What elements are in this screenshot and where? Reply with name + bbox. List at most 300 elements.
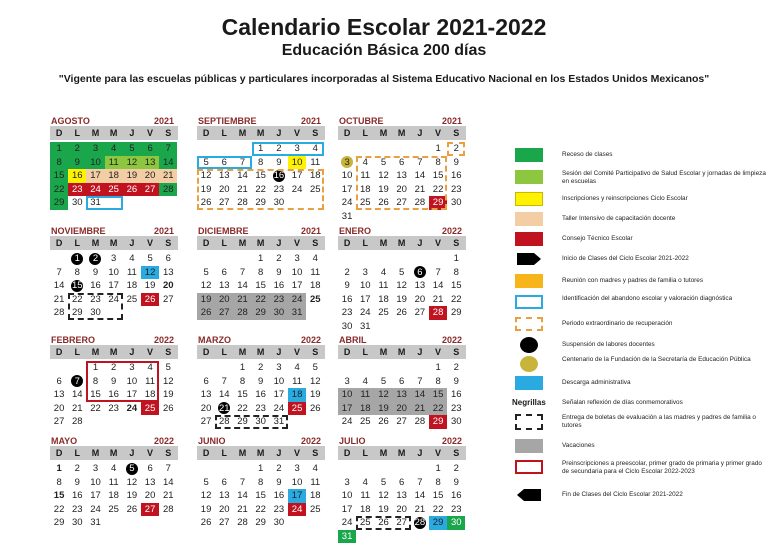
day-cell: 8 xyxy=(92,375,99,387)
weekday-header xyxy=(50,126,178,140)
month-noviembre xyxy=(50,224,178,331)
day-cell: 19 xyxy=(200,183,212,195)
day-cell: 28 xyxy=(162,183,174,195)
day-cell: 30 xyxy=(71,517,83,528)
day-cell: 13 xyxy=(218,280,230,291)
day-cell: 29 xyxy=(255,517,266,528)
month-header xyxy=(50,434,178,446)
day-cell: 20 xyxy=(414,293,426,305)
weekday-label: D xyxy=(202,238,210,248)
weekday-label: V xyxy=(294,238,301,248)
day-cell: 12 xyxy=(144,266,156,278)
day-grid xyxy=(338,250,466,331)
legend-text: Descarga administrativa xyxy=(562,379,631,386)
weekday-label: V xyxy=(294,128,301,138)
day-cell: 11 xyxy=(310,266,321,278)
day-cell: 8 xyxy=(74,266,80,278)
day-cell: 3 xyxy=(111,253,117,264)
day-cell: 23 xyxy=(108,402,119,414)
day-cell: 2 xyxy=(453,362,459,373)
day-cell: 17 xyxy=(90,490,101,501)
weekday-label: D xyxy=(202,347,210,357)
day-cell: 14 xyxy=(414,170,426,181)
day-cell: 14 xyxy=(162,156,174,168)
legend-swatch-taller xyxy=(515,212,543,226)
day-cell: 13 xyxy=(144,156,156,168)
weekday-label: M xyxy=(256,448,265,458)
day-cell: 29 xyxy=(53,197,65,208)
day-cell: 2 xyxy=(344,266,350,278)
day-cell: 21 xyxy=(237,293,248,305)
month-header xyxy=(197,333,325,345)
day-cell: 29 xyxy=(432,416,444,427)
month-name: ABRIL xyxy=(339,335,367,345)
day-cell: 27 xyxy=(396,416,407,427)
day-cell: 19 xyxy=(126,490,138,501)
day-cell: 1 xyxy=(74,253,80,264)
day-cell: 24 xyxy=(359,307,371,318)
arrow-right-icon xyxy=(515,252,543,266)
day-cell: 25 xyxy=(309,503,321,515)
weekday-label: M xyxy=(109,347,118,357)
day-cell: 16 xyxy=(273,170,285,181)
month-header xyxy=(197,434,325,446)
day-cell: 24 xyxy=(341,197,353,208)
weekday-label: V xyxy=(147,128,154,138)
day-cell: 11 xyxy=(310,156,321,168)
day-cell: 29 xyxy=(53,517,65,528)
day-cell: 2 xyxy=(92,253,99,264)
day-cell: 23 xyxy=(273,293,285,305)
day-cell: 10 xyxy=(126,375,138,387)
month-name: MARZO xyxy=(198,335,231,345)
day-cell: 16 xyxy=(450,389,462,400)
vigente-note: "Vigente para las escuelas públicas y particulares incorporadas al Sistema Educativo Nacional en los Estados Unidos Mexicanos" xyxy=(58,73,710,85)
day-cell: 18 xyxy=(309,280,321,291)
day-cell: 29 xyxy=(432,517,444,528)
legend-swatch-abandono xyxy=(515,295,543,309)
day-cell: 8 xyxy=(258,476,264,488)
weekday-header xyxy=(197,126,325,140)
day-cell: 20 xyxy=(144,490,156,501)
day-cell: 31 xyxy=(90,197,101,208)
day-cell: 23 xyxy=(71,183,83,195)
day-cell: 30 xyxy=(450,517,462,528)
day-cell: 5 xyxy=(203,266,209,278)
day-cell: 15 xyxy=(90,389,101,400)
day-cell: 24 xyxy=(291,503,303,515)
day-cell: 23 xyxy=(341,307,353,318)
weekday-label: J xyxy=(417,448,423,458)
day-cell: 18 xyxy=(126,280,138,291)
legend-text: Entrega de boletas de evaluación a las madres y padres de familia o tutores xyxy=(562,414,756,429)
day-cell: 20 xyxy=(218,503,230,515)
weekday-label: M xyxy=(238,347,247,357)
day-cell: 7 xyxy=(239,156,246,168)
day-cell: 12 xyxy=(162,375,174,387)
day-cell: 21 xyxy=(218,402,230,414)
legend-text: Consejo Técnico Escolar xyxy=(562,235,633,242)
day-cell: 7 xyxy=(239,266,246,278)
day-cell: 15 xyxy=(53,490,65,501)
weekday-label: M xyxy=(397,238,406,248)
weekday-label: M xyxy=(109,448,118,458)
day-cell: 9 xyxy=(344,280,350,291)
weekday-label: L xyxy=(362,448,369,458)
weekday-header xyxy=(338,236,466,250)
day-cell: 26 xyxy=(162,402,174,414)
day-cell: 4 xyxy=(380,266,387,278)
day-cell: 25 xyxy=(309,293,321,305)
weekday-label: J xyxy=(276,238,282,248)
day-cell: 7 xyxy=(74,375,80,387)
legend-swatch-preinscripciones xyxy=(515,460,543,474)
month-febrero xyxy=(50,333,178,440)
day-cell: 16 xyxy=(90,280,101,291)
day-cell: 25 xyxy=(309,183,321,195)
day-cell: 19 xyxy=(200,293,212,305)
weekday-label: D xyxy=(55,128,63,138)
weekday-header xyxy=(50,345,178,359)
weekday-label: D xyxy=(202,448,210,458)
weekday-label: L xyxy=(362,238,369,248)
day-cell: 6 xyxy=(417,266,423,278)
day-cell: 2 xyxy=(258,362,264,373)
day-cell: 9 xyxy=(74,156,80,168)
day-cell: 22 xyxy=(450,293,462,305)
weekday-label: V xyxy=(435,128,442,138)
day-grid xyxy=(197,250,325,331)
weekday-label: M xyxy=(256,238,265,248)
day-cell: 23 xyxy=(71,503,83,515)
day-cell: 17 xyxy=(359,293,371,305)
day-cell: 13 xyxy=(396,170,407,181)
day-cell: 1 xyxy=(435,463,441,474)
day-cell: 27 xyxy=(218,307,230,318)
day-cell: 7 xyxy=(417,156,423,168)
legend-text: Periodo extraordinario de recuperación xyxy=(562,320,673,327)
weekday-label: L xyxy=(74,128,81,138)
day-cell: 8 xyxy=(258,156,264,168)
day-cell: 26 xyxy=(200,307,212,318)
weekday-header xyxy=(197,446,325,460)
legend-swatch-vacaciones xyxy=(515,439,543,453)
legend-swatch-extraordinario xyxy=(515,317,543,331)
weekday-label: M xyxy=(109,128,118,138)
weekday-label: M xyxy=(238,238,247,248)
day-cell: 8 xyxy=(56,476,62,488)
day-cell: 20 xyxy=(218,183,230,195)
day-cell: 26 xyxy=(144,293,156,305)
day-cell: 8 xyxy=(453,266,459,278)
day-cell: 25 xyxy=(126,293,138,305)
day-cell: 27 xyxy=(144,503,156,515)
weekday-label: M xyxy=(91,448,100,458)
day-cell: 29 xyxy=(255,197,266,208)
day-cell: 9 xyxy=(92,266,99,278)
day-cell: 15 xyxy=(255,280,266,291)
day-cell: 10 xyxy=(90,156,101,168)
day-cell: 4 xyxy=(362,156,368,168)
day-grid xyxy=(50,250,178,331)
weekday-label: J xyxy=(276,448,282,458)
day-cell: 10 xyxy=(291,266,303,278)
day-cell: 4 xyxy=(312,253,318,264)
weekday-label: L xyxy=(221,347,228,357)
day-cell: 7 xyxy=(165,143,171,154)
day-cell: 11 xyxy=(378,280,389,291)
day-cell: 29 xyxy=(255,307,266,318)
weekday-label: L xyxy=(74,238,81,248)
day-cell: 17 xyxy=(291,490,303,501)
day-cell: 26 xyxy=(200,517,212,528)
day-cell: 19 xyxy=(144,280,156,291)
day-cell: 24 xyxy=(90,503,101,515)
day-cell: 27 xyxy=(144,183,156,195)
day-cell: 22 xyxy=(71,293,83,305)
month-year: 2022 xyxy=(300,436,321,446)
month-septiembre xyxy=(197,114,325,221)
day-cell: 9 xyxy=(453,476,459,488)
day-cell: 20 xyxy=(200,402,212,414)
month-name: AGOSTO xyxy=(51,116,90,126)
day-cell: 26 xyxy=(126,503,138,515)
page-title: Calendario Escolar 2021-2022 xyxy=(221,14,547,40)
weekday-label: M xyxy=(91,128,100,138)
day-cell: 17 xyxy=(108,280,119,291)
day-cell: 9 xyxy=(276,266,282,278)
day-cell: 22 xyxy=(90,402,101,414)
day-cell: 28 xyxy=(432,307,444,318)
day-cell: 13 xyxy=(414,280,426,291)
day-cell: 29 xyxy=(71,307,83,318)
month-year: 2022 xyxy=(441,226,462,236)
weekday-label: V xyxy=(147,238,154,248)
weekday-header xyxy=(50,236,178,250)
day-cell: 21 xyxy=(53,293,65,305)
weekday-label: M xyxy=(397,347,406,357)
day-cell: 18 xyxy=(359,402,371,414)
day-cell: 7 xyxy=(239,476,246,488)
weekday-label: V xyxy=(435,448,442,458)
day-cell: 5 xyxy=(165,362,171,373)
day-cell: 15 xyxy=(255,490,266,501)
day-cell: 21 xyxy=(432,293,444,305)
day-grid xyxy=(338,460,466,541)
weekday-label: S xyxy=(312,238,319,248)
day-cell: 15 xyxy=(432,490,444,501)
day-cell: 7 xyxy=(165,463,171,474)
day-cell: 9 xyxy=(453,375,459,387)
day-cell: 21 xyxy=(71,402,83,414)
weekday-label: L xyxy=(362,128,369,138)
legend-swatch-reunion xyxy=(515,274,543,288)
weekday-label: M xyxy=(379,128,388,138)
day-cell: 22 xyxy=(255,293,266,305)
day-cell: 15 xyxy=(71,280,83,291)
day-cell: 30 xyxy=(450,197,462,208)
day-cell: 26 xyxy=(378,197,389,208)
day-cell: 16 xyxy=(71,490,83,501)
weekday-label: L xyxy=(221,448,228,458)
legend-text: Centenario de la Fundación de la Secretaría de Educación Pública xyxy=(562,356,751,363)
day-cell: 6 xyxy=(203,375,209,387)
month-year: 2021 xyxy=(300,116,321,126)
day-cell: 10 xyxy=(291,476,303,488)
day-cell: 17 xyxy=(341,183,353,195)
day-cell: 2 xyxy=(453,143,459,154)
day-cell: 10 xyxy=(359,280,371,291)
day-cell: 25 xyxy=(144,402,156,414)
weekday-label: M xyxy=(238,448,247,458)
day-cell: 27 xyxy=(53,416,65,427)
day-cell: 6 xyxy=(399,476,405,488)
legend-swatch-inscripciones xyxy=(515,192,543,206)
weekday-label: V xyxy=(147,347,154,357)
weekday-label: J xyxy=(129,448,135,458)
legend-text: Señalan reflexión de días conmemorativos xyxy=(562,399,683,406)
month-name: NOVIEMBRE xyxy=(51,226,106,236)
weekday-label: D xyxy=(343,238,351,248)
day-cell: 12 xyxy=(200,280,212,291)
day-cell: 19 xyxy=(378,402,389,414)
day-cell: 18 xyxy=(144,389,156,400)
day-cell: 14 xyxy=(414,389,426,400)
day-cell: 31 xyxy=(90,517,101,528)
day-cell: 17 xyxy=(341,402,353,414)
day-cell: 9 xyxy=(453,156,459,168)
day-cell: 8 xyxy=(435,156,441,168)
legend-negrillas-label: Negrillas xyxy=(512,398,546,407)
day-cell: 21 xyxy=(414,402,426,414)
month-header xyxy=(50,224,178,236)
day-cell: 12 xyxy=(378,389,389,400)
day-cell: 27 xyxy=(396,517,407,528)
day-cell: 1 xyxy=(435,362,441,373)
day-cell: 17 xyxy=(291,170,303,181)
day-cell: 30 xyxy=(273,517,285,528)
day-cell: 22 xyxy=(53,503,65,515)
day-cell: 18 xyxy=(309,490,321,501)
day-cell: 26 xyxy=(378,416,389,427)
weekday-label: S xyxy=(312,128,319,138)
weekday-label: V xyxy=(435,347,442,357)
day-cell: 16 xyxy=(71,170,83,181)
day-cell: 3 xyxy=(344,476,350,488)
day-cell: 26 xyxy=(200,197,212,208)
day-cell: 26 xyxy=(126,183,138,195)
weekday-label: S xyxy=(453,347,460,357)
day-cell: 16 xyxy=(255,389,266,400)
day-cell: 4 xyxy=(312,463,318,474)
day-cell: 1 xyxy=(56,463,62,474)
weekday-label: S xyxy=(165,238,172,248)
day-cell: 25 xyxy=(108,503,119,515)
day-cell: 20 xyxy=(162,280,174,291)
day-cell: 19 xyxy=(309,389,321,400)
day-cell: 17 xyxy=(126,389,138,400)
legend xyxy=(510,0,768,558)
day-cell: 23 xyxy=(273,183,285,195)
day-cell: 23 xyxy=(450,183,462,195)
day-grid xyxy=(50,140,178,221)
month-enero xyxy=(338,224,466,331)
legend-text: Inicio de Clases del Ciclo Escolar 2021-2022 xyxy=(562,255,689,262)
day-cell: 19 xyxy=(162,389,174,400)
day-cell: 13 xyxy=(396,490,407,501)
day-cell: 9 xyxy=(74,476,80,488)
day-cell: 16 xyxy=(341,293,353,305)
day-cell: 23 xyxy=(450,503,462,515)
day-cell: 5 xyxy=(380,476,387,488)
legend-swatch-consejo xyxy=(515,232,543,246)
day-cell: 12 xyxy=(378,490,389,501)
day-cell: 28 xyxy=(414,197,426,208)
day-cell: 26 xyxy=(396,307,407,318)
day-grid xyxy=(338,359,466,440)
day-cell: 24 xyxy=(341,416,353,427)
day-cell: 16 xyxy=(108,389,119,400)
weekday-label: J xyxy=(129,128,135,138)
day-cell: 31 xyxy=(341,210,353,222)
day-cell: 2 xyxy=(74,463,80,474)
day-cell: 24 xyxy=(341,517,353,528)
weekday-label: S xyxy=(165,347,172,357)
day-cell: 6 xyxy=(399,375,405,387)
day-cell: 9 xyxy=(258,375,264,387)
day-cell: 22 xyxy=(255,183,266,195)
day-cell: 14 xyxy=(237,490,248,501)
day-cell: 30 xyxy=(450,416,462,427)
day-cell: 10 xyxy=(90,476,101,488)
day-cell: 10 xyxy=(273,375,285,387)
day-cell: 13 xyxy=(53,389,65,400)
day-grid xyxy=(197,140,325,221)
month-header xyxy=(50,114,178,126)
weekday-label: S xyxy=(165,128,172,138)
weekday-label: D xyxy=(55,347,63,357)
day-cell: 20 xyxy=(396,503,407,515)
day-cell: 11 xyxy=(360,389,371,400)
day-cell: 1 xyxy=(258,143,264,154)
day-cell: 5 xyxy=(203,476,209,488)
legend-text: Preinscripciones a preescolar, primer grado de primaria y primer grado de secundaria para el Ciclo Escolar 2022-2023 xyxy=(562,460,762,475)
day-cell: 14 xyxy=(237,280,248,291)
day-cell: 19 xyxy=(200,503,212,515)
day-cell: 1 xyxy=(435,143,441,154)
day-cell: 18 xyxy=(108,490,119,501)
weekday-label: L xyxy=(221,238,228,248)
month-name: OCTUBRE xyxy=(339,116,384,126)
month-header xyxy=(338,114,466,126)
weekday-label: S xyxy=(453,448,460,458)
page-subtitle: Educación Básica 200 días xyxy=(281,42,487,59)
weekday-label: S xyxy=(453,238,460,248)
weekday-label: J xyxy=(417,128,423,138)
day-cell: 15 xyxy=(255,170,266,181)
weekday-header xyxy=(50,446,178,460)
day-cell: 15 xyxy=(432,170,444,181)
legend-text: Identificación del abandono escolar y valoración diagnóstica xyxy=(562,295,733,302)
weekday-label: D xyxy=(343,448,351,458)
weekday-label: S xyxy=(312,347,319,357)
weekday-label: J xyxy=(129,238,135,248)
day-cell: 13 xyxy=(396,389,407,400)
day-cell: 15 xyxy=(237,389,248,400)
weekday-header xyxy=(338,446,466,460)
day-cell: 20 xyxy=(218,293,230,305)
weekday-label: M xyxy=(397,448,406,458)
